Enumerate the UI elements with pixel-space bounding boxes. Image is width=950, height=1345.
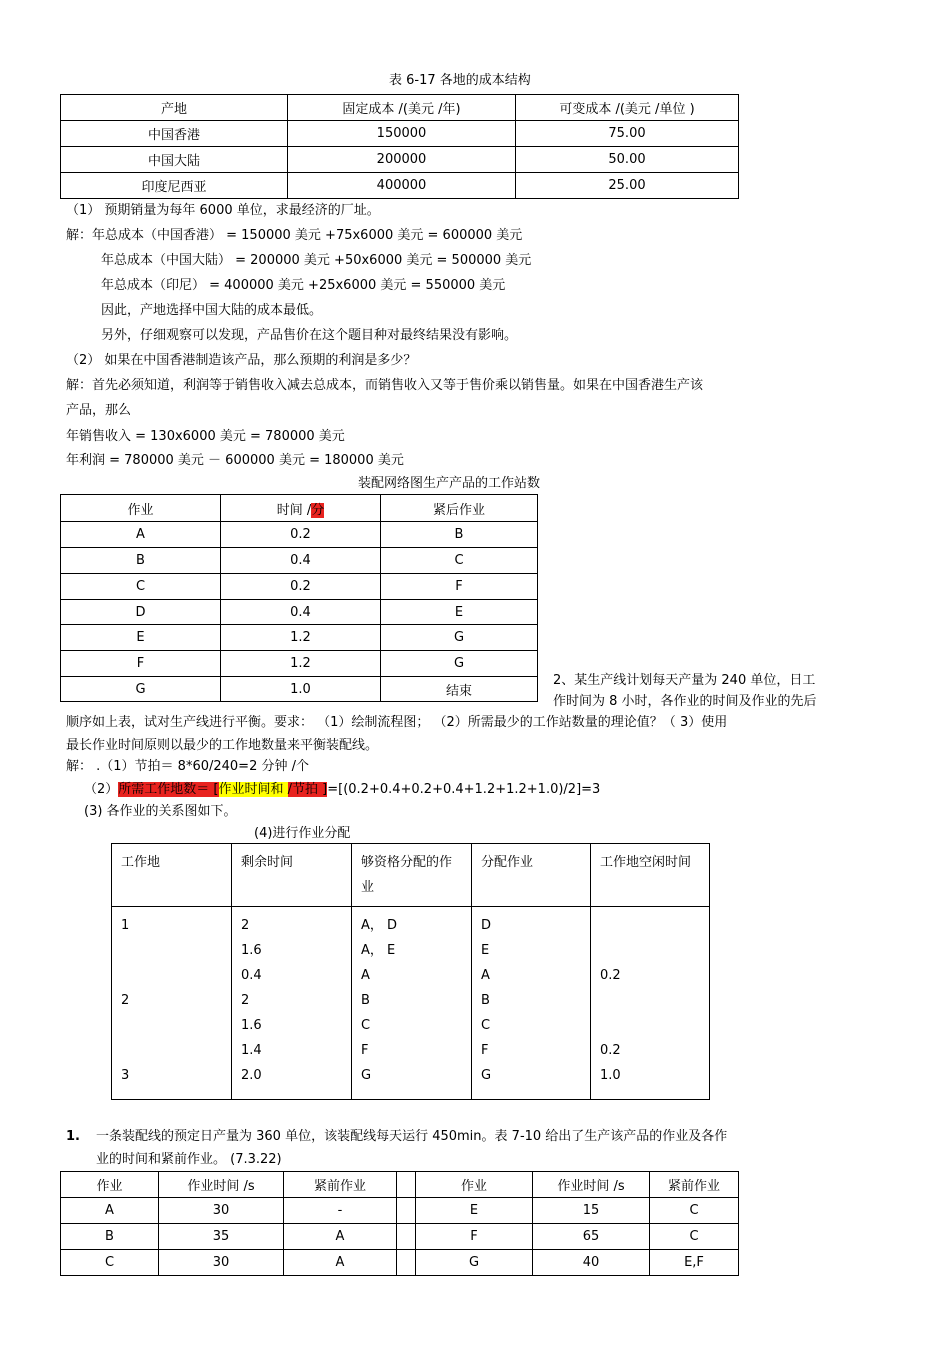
table-cell: 印度尼西亚 <box>61 173 288 199</box>
table-cell: 30 <box>159 1198 284 1224</box>
table-cell: B <box>61 548 221 574</box>
q2-solution-line: 产品，那么 <box>66 403 132 418</box>
table-header-row <box>112 844 710 907</box>
highlighted-text: 分 <box>311 502 325 518</box>
table-cell: 中国香港 <box>61 121 288 147</box>
table-cell: 75.00 <box>516 121 739 147</box>
table-header-row <box>61 1172 739 1198</box>
table-cell: E <box>381 600 538 625</box>
table-cell: D E A B C F G <box>472 907 591 1100</box>
header-cell <box>221 495 381 522</box>
table-cell: 25.00 <box>516 173 739 199</box>
table-header-row <box>61 95 739 121</box>
header-cell: 固定成本 /(美元 /年) <box>288 95 516 121</box>
table-cell: C <box>381 548 538 574</box>
q1-solution-line: 年总成本（印尼） = 400000 美元 +25x6000 美元 = 550000 美元 <box>101 278 506 293</box>
q3-question-line: 顺序如上表，试对生产线进行平衡。要求： （1）绘制流程图； （2）所需最少的工作站数量的理论值？（ 3）使用 <box>66 715 728 730</box>
table-row <box>61 548 538 574</box>
table-row <box>61 1224 739 1250</box>
table-header-row <box>61 495 538 522</box>
table-cell: G <box>381 625 538 651</box>
table-cell: 150000 <box>288 121 516 147</box>
q3-solution-line: (3) 各作业的关系图如下。 <box>84 804 237 819</box>
table-row <box>61 625 538 651</box>
table-cell: C <box>650 1224 739 1250</box>
table-cell: G <box>61 677 221 702</box>
table-cell: 0.4 <box>221 600 381 625</box>
highlighted-text: 所需工作地数＝ [ <box>118 782 219 797</box>
header-cell: 紧后作业 <box>381 495 538 522</box>
table-cell: E <box>61 625 221 651</box>
table-cell: 中国大陆 <box>61 147 288 173</box>
header-cell: 分配作业 <box>472 844 591 907</box>
table-cell: 50.00 <box>516 147 739 173</box>
q1-solution-line: 年总成本（中国大陆） = 200000 美元 +50x6000 美元 = 500000 美元 <box>101 253 532 268</box>
table-row <box>61 600 538 625</box>
table1-caption: 表 6-17 各地的成本结构 <box>389 73 531 88</box>
formula-prefix: （2） <box>84 782 119 797</box>
header-cell: 工作地空闲时间 <box>591 844 710 907</box>
table-cell: G <box>381 651 538 677</box>
q2-question: （2） 如果在中国香港制造该产品，那么预期的利润是多少？ <box>66 353 417 368</box>
table-cell: C <box>61 1250 159 1276</box>
header-cell: 紧前作业 <box>650 1172 739 1198</box>
table-cell: 结束 <box>381 677 538 702</box>
q1-solution-line: 因此，产地选择中国大陆的成本最低。 <box>101 303 323 318</box>
table-cell: D <box>61 600 221 625</box>
table3-caption: (4)进行作业分配 <box>254 826 351 841</box>
q2-solution-line: 年利润 = 780000 美元 － 600000 美元 = 180000 美元 <box>66 453 404 468</box>
q3-side-text: 2、某生产线计划每天产量为 240 单位，日工 <box>553 673 816 688</box>
table-cell <box>397 1198 416 1224</box>
header-cell: 作业 <box>61 1172 159 1198</box>
q2-solution-line: 解：首先必须知道，利润等于销售收入减去总成本，而销售收入又等于售价乘以销售量。如果在中国香港生产该 <box>66 378 704 393</box>
table-cell: A， D A， E A B C F G <box>352 907 472 1100</box>
table-row <box>61 651 538 677</box>
formula-result: =[(0.2+0.4+0.2+0.4+1.2+1.2+1.0)/2]=3 <box>327 782 601 797</box>
table-cell: A <box>284 1250 397 1276</box>
table-cell: F <box>61 651 221 677</box>
q1-solution-line: 另外，仔细观察可以发现，产品售价在这个题目种对最终结果没有影响。 <box>101 328 518 343</box>
table-cell: A <box>61 1198 159 1224</box>
table-cell: 35 <box>159 1224 284 1250</box>
table-row <box>61 147 739 173</box>
table-cell: 2 1.6 0.4 2 1.6 1.4 2.0 <box>232 907 352 1100</box>
table-cell: E <box>416 1198 533 1224</box>
table-row <box>61 522 538 548</box>
table-row <box>61 1250 739 1276</box>
table-cell: 200000 <box>288 147 516 173</box>
table-cell: 40 <box>533 1250 650 1276</box>
table-cell: E,F <box>650 1250 739 1276</box>
table-cell: 1.2 <box>221 625 381 651</box>
assembly-network-table <box>60 494 538 702</box>
header-cell: 产地 <box>61 95 288 121</box>
table-cell: C <box>650 1198 739 1224</box>
q1-solution-line: 解：年总成本（中国香港） = 150000 美元 +75x6000 美元 = 600000 美元 <box>66 228 523 243</box>
table-row <box>61 574 538 600</box>
table-cell: A <box>284 1224 397 1250</box>
header-cell: 作业 <box>61 495 221 522</box>
header-text: 时间 / <box>276 502 312 518</box>
table-row <box>61 121 739 147</box>
table-row <box>61 173 739 199</box>
q3-side-text: 作时间为 8 小时，各作业的时间及作业的先后 <box>553 694 817 709</box>
table-cell: 0.2 <box>221 522 381 548</box>
header-cell: 作业 <box>416 1172 533 1198</box>
task-time-table <box>60 1171 739 1276</box>
header-cell <box>397 1172 416 1198</box>
table-cell: 0.2 0.2 1.0 <box>591 907 710 1100</box>
table-cell: 0.4 <box>221 548 381 574</box>
table-cell: - <box>284 1198 397 1224</box>
cost-structure-table <box>60 94 739 199</box>
table-row <box>61 1198 739 1224</box>
q3-solution-line: 解： .（1）节拍＝ 8*60/240=2 分钟 /个 <box>66 759 309 774</box>
table-cell: F <box>381 574 538 600</box>
header-cell: 紧前作业 <box>284 1172 397 1198</box>
table-row <box>61 677 538 702</box>
q4-question-line: 一条装配线的预定日产量为 360 单位，该装配线每天运行 450min。表 7-10 给出了生产该产品的作业及各作 <box>96 1129 728 1144</box>
highlighted-text: /节拍 ] <box>287 782 328 797</box>
table-cell: 65 <box>533 1224 650 1250</box>
q4-number: 1. <box>66 1129 80 1144</box>
table-cell: B <box>381 522 538 548</box>
header-cell: 工作地 <box>112 844 232 907</box>
highlighted-text: 作业时间和 <box>218 782 288 797</box>
q2-solution-line: 年销售收入 = 130x6000 美元 = 780000 美元 <box>66 429 345 444</box>
table-cell: A <box>61 522 221 548</box>
table-cell: F <box>416 1224 533 1250</box>
table-cell: 400000 <box>288 173 516 199</box>
table-cell: 1 2 3 <box>112 907 232 1100</box>
table-row <box>112 907 710 1100</box>
table-cell: 30 <box>159 1250 284 1276</box>
table-cell: 0.2 <box>221 574 381 600</box>
q3-question-line: 最长作业时间原则以最少的工作地数量来平衡装配线。 <box>66 738 379 753</box>
table-cell: 1.2 <box>221 651 381 677</box>
q4-question-line: 业的时间和紧前作业。 (7.3.22) <box>96 1152 282 1167</box>
header-cell: 剩余时间 <box>232 844 352 907</box>
table-cell: G <box>416 1250 533 1276</box>
table-cell <box>397 1224 416 1250</box>
table-cell: C <box>61 574 221 600</box>
header-cell: 作业时间 /s <box>159 1172 284 1198</box>
work-assignment-table <box>111 843 710 1100</box>
table-cell: 15 <box>533 1198 650 1224</box>
header-cell: 作业时间 /s <box>533 1172 650 1198</box>
table-cell <box>397 1250 416 1276</box>
q1-question: （1） 预期销量为每年 6000 单位，求最经济的厂址。 <box>66 203 380 218</box>
header-cell: 可变成本 /(美元 /单位 ) <box>516 95 739 121</box>
table-cell: B <box>61 1224 159 1250</box>
q3-formula-line <box>84 781 600 799</box>
header-cell: 够资格分配的作业 <box>352 844 472 907</box>
table-cell: 1.0 <box>221 677 381 702</box>
table2-caption: 装配网络图生产产品的工作站数 <box>358 476 541 491</box>
